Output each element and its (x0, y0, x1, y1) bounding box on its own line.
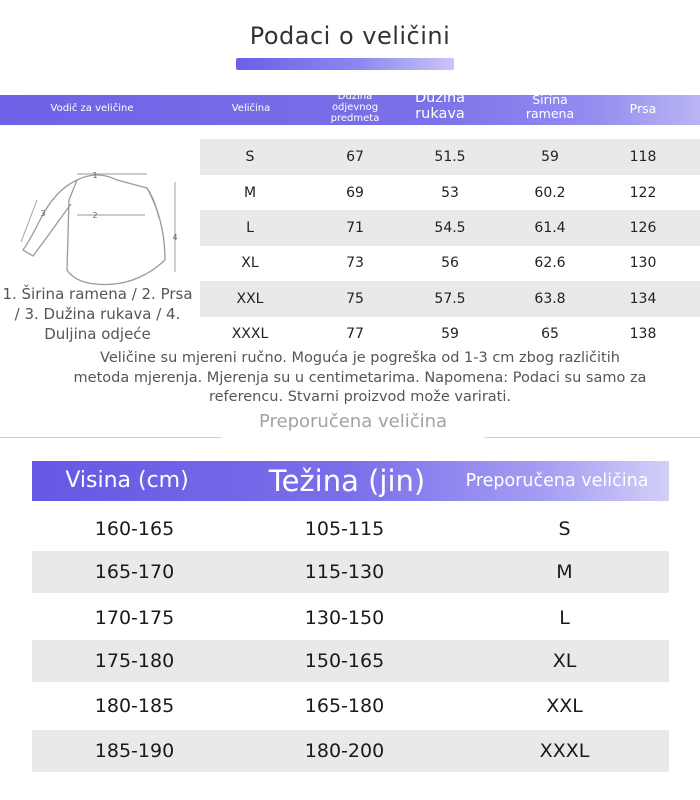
garment-length-cell: 71 (346, 220, 364, 236)
height-cell: 165-170 (94, 561, 175, 583)
recommend-table-header (32, 461, 669, 501)
header-height: Visina (cm) (65, 468, 189, 493)
title-underline-bar (236, 58, 454, 70)
sleeve-length-cell: 57.5 (434, 291, 466, 307)
chest-cell: 126 (629, 220, 657, 236)
measurement-note: Veličine su mjereni ručno. Moguća je pogreška od 1-3 cm zbog različitih metoda mjerenja. Mjerenja su u centimetarima. Napomena: Podaci su samo za referencu. Stvarni proizvod može varirati. (73, 350, 647, 405)
weight-cell: 180-200 (304, 740, 385, 762)
weight-cell: 115-130 (304, 561, 385, 583)
chest-cell: 118 (629, 149, 657, 165)
shoulder-width-cell: 63.8 (534, 291, 566, 307)
weight-cell: 130-150 (304, 607, 385, 629)
sleeve-length-cell: 51.5 (434, 149, 466, 165)
size-row (200, 175, 700, 211)
sleeve-length-cell: 54.5 (434, 220, 466, 236)
diagram-label-3: 3 (40, 209, 46, 218)
weight-cell: 105-115 (304, 518, 385, 540)
sleeve-length-cell: 56 (441, 255, 459, 271)
size-cell: XXXL (231, 326, 269, 342)
weight-cell: 150-165 (304, 650, 385, 672)
chest-cell: 130 (629, 255, 657, 271)
measurement-legend: 1. Širina ramena / 2. Prsa / 3. Dužina rukava / 4. Duljina odjeće (2, 285, 193, 343)
recommended-size-cell: XXL (546, 695, 583, 717)
header-chest: Prsa (629, 101, 657, 116)
height-cell: 180-185 (94, 695, 175, 717)
size-row (200, 210, 700, 246)
height-cell: 185-190 (94, 740, 175, 762)
size-row (200, 139, 700, 175)
shoulder-width-cell: 60.2 (534, 185, 566, 201)
section-title: Preporučena veličina (222, 408, 484, 438)
shirt-diagram (15, 160, 195, 290)
height-cell: 160-165 (94, 518, 175, 540)
garment-length-cell: 67 (346, 149, 364, 165)
size-row (200, 281, 700, 317)
chest-cell: 138 (629, 326, 657, 342)
header-garment-length: Dužina odjevnog predmeta (330, 91, 380, 124)
recommended-size-cell: M (556, 561, 573, 583)
recommended-size-cell: S (558, 518, 571, 540)
header-size-guide: Vodič za veličine (50, 103, 134, 114)
recommend-row (32, 551, 669, 593)
size-row (200, 245, 700, 281)
recommend-row (32, 597, 669, 639)
size-cell: S (245, 149, 255, 165)
recommend-row (32, 685, 669, 727)
weight-cell: 165-180 (304, 695, 385, 717)
chest-cell: 122 (629, 185, 657, 201)
header-shoulder-width: Širina ramena (525, 92, 575, 121)
sleeve-length-cell: 53 (441, 185, 459, 201)
header-size: Veličina (231, 103, 271, 114)
garment-length-cell: 75 (346, 291, 364, 307)
shoulder-width-cell: 62.6 (534, 255, 566, 271)
page-title: Podaci o veličini (249, 22, 451, 50)
recommended-size-cell: XL (552, 650, 577, 672)
recommended-size-cell: L (559, 607, 570, 629)
size-cell: M (243, 185, 257, 201)
size-cell: XL (241, 255, 259, 271)
diagram-label-2: 2 (92, 211, 98, 220)
size-cell: XXL (236, 291, 264, 307)
header-sleeve-length: Dužina rukava (414, 90, 466, 122)
height-cell: 170-175 (94, 607, 175, 629)
recommend-row (32, 508, 669, 550)
height-cell: 175-180 (94, 650, 175, 672)
garment-length-cell: 73 (346, 255, 364, 271)
size-table-header (0, 90, 700, 125)
header-recommended-size: Preporučena veličina (465, 471, 649, 491)
recommended-size-cell: XXXL (539, 740, 590, 762)
diagram-label-4: 4 (172, 233, 178, 242)
diagram-label-1: 1 (92, 171, 98, 180)
shoulder-width-cell: 59 (541, 149, 559, 165)
header-weight: Težina (jin) (268, 464, 426, 498)
chest-cell: 134 (629, 291, 657, 307)
shoulder-width-cell: 61.4 (534, 220, 566, 236)
size-cell: L (246, 220, 254, 236)
garment-length-cell: 69 (346, 185, 364, 201)
shoulder-width-cell: 65 (541, 326, 559, 342)
sleeve-length-cell: 59 (441, 326, 459, 342)
size-row (200, 316, 700, 352)
garment-length-cell: 77 (346, 326, 364, 342)
recommend-row (32, 730, 669, 772)
recommend-row (32, 640, 669, 682)
